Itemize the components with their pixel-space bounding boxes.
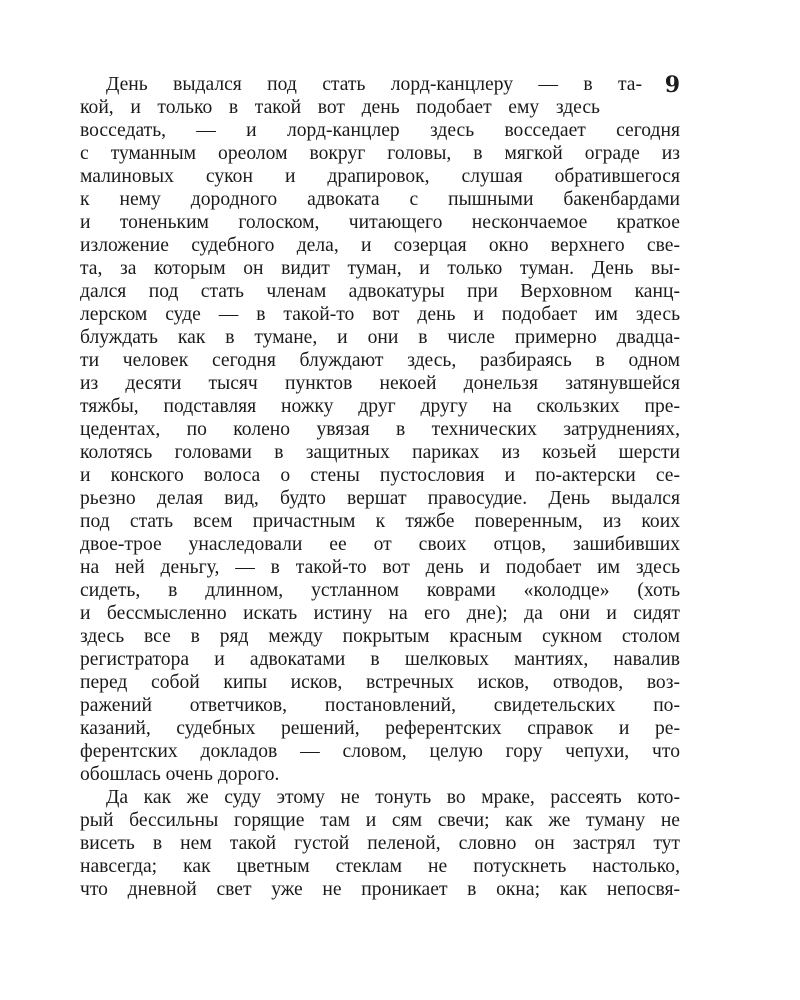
text-line: рый бессильны горящие там и сям свечи; как же туману не (80, 810, 680, 831)
text-line: висеть в нем такой густой пеленой, словно он застрял тут (80, 833, 680, 854)
text-line: сидеть, в длинном, устланном коврами «колодце» (хоть (80, 580, 680, 601)
text-line: дался под стать членам адвокатуры при Верховном канц- (80, 281, 680, 302)
text-line: кой, и только в такой вот день подобает ему здесь (80, 97, 600, 118)
text-line: и конского волоса о стены пустословия и по-актерски се- (80, 465, 680, 486)
text-line: из десяти тысяч пунктов некоей донельзя затянувшейся (80, 373, 680, 394)
text-line: лерском суде — в такой-то вот день и подобает им здесь (80, 304, 680, 325)
text-line: на ней деньгу, — в такой-то вот день и подобает им здесь (80, 557, 680, 578)
text-line: рьезно делая вид, будто вершат правосудие. День выдался (80, 488, 680, 509)
text-line: День выдался под стать лорд-канцлеру — в та- (106, 74, 642, 95)
text-line: изложение судебного дела, и созерцая окно верхнего све- (80, 235, 680, 256)
text-line: к нему дородного адвоката с пышными бакенбардами (80, 189, 680, 210)
text-line: ти человек сегодня блуждают здесь, разбираясь в одном (80, 350, 680, 371)
text-line: казаний, судебных решений, референтских справок и ре- (80, 718, 680, 739)
text-line: двое-трое унаследовали ее от своих отцов, зашибивших (80, 534, 680, 555)
text-line: навсегда; как цветным стеклам не потускнеть настолько, (80, 856, 680, 877)
text-line: ражений ответчиков, постановлений, свидетельских по- (80, 695, 680, 716)
text-line: регистратора и адвокатами в шелковых мантиях, навалив (80, 649, 680, 670)
text-line: что дневной свет уже не проникает в окна; как непосвя- (80, 879, 680, 900)
text-body (80, 73, 680, 901)
text-line: Да как же суду этому не тонуть во мраке, рассеять кото- (106, 787, 680, 808)
text-line: обошлась очень дорого. (80, 764, 280, 785)
text-line: цедентах, по колено увязая в технических затруднениях, (80, 419, 680, 440)
text-line: здесь все в ряд между покрытым красным сукном столом (80, 626, 680, 647)
text-line: перед собой кипы исков, встречных исков, отводов, воз- (80, 672, 680, 693)
text-line: восседать, — и лорд-канцлер здесь восседает сегодня (80, 120, 680, 141)
text-line: под стать всем причастным к тяжбе поверенным, из коих (80, 511, 680, 532)
text-line: ферентских докладов — словом, целую гору чепухи, что (80, 741, 680, 762)
text-line: и тоненьким голоском, читающего нескончаемое краткое (80, 212, 680, 233)
text-line: и бессмысленно искать истину на его дне); да они и сидят (80, 603, 680, 624)
text-line: та, за которым он видит туман, и только туман. День вы- (80, 258, 680, 279)
text-line: колотясь головами в защитных париках из козьей шерсти (80, 442, 680, 463)
text-line: с туманным ореолом вокруг головы, в мягкой ограде из (80, 143, 680, 164)
page-number: 9 (664, 72, 680, 98)
text-line: малиновых сукон и драпировок, слушая обратившегося (80, 166, 680, 187)
text-line: блуждать как в тумане, и они в числе примерно двадца- (80, 327, 680, 348)
text-line: тяжбы, подставляя ножку друг другу на скользких пре- (80, 396, 680, 417)
